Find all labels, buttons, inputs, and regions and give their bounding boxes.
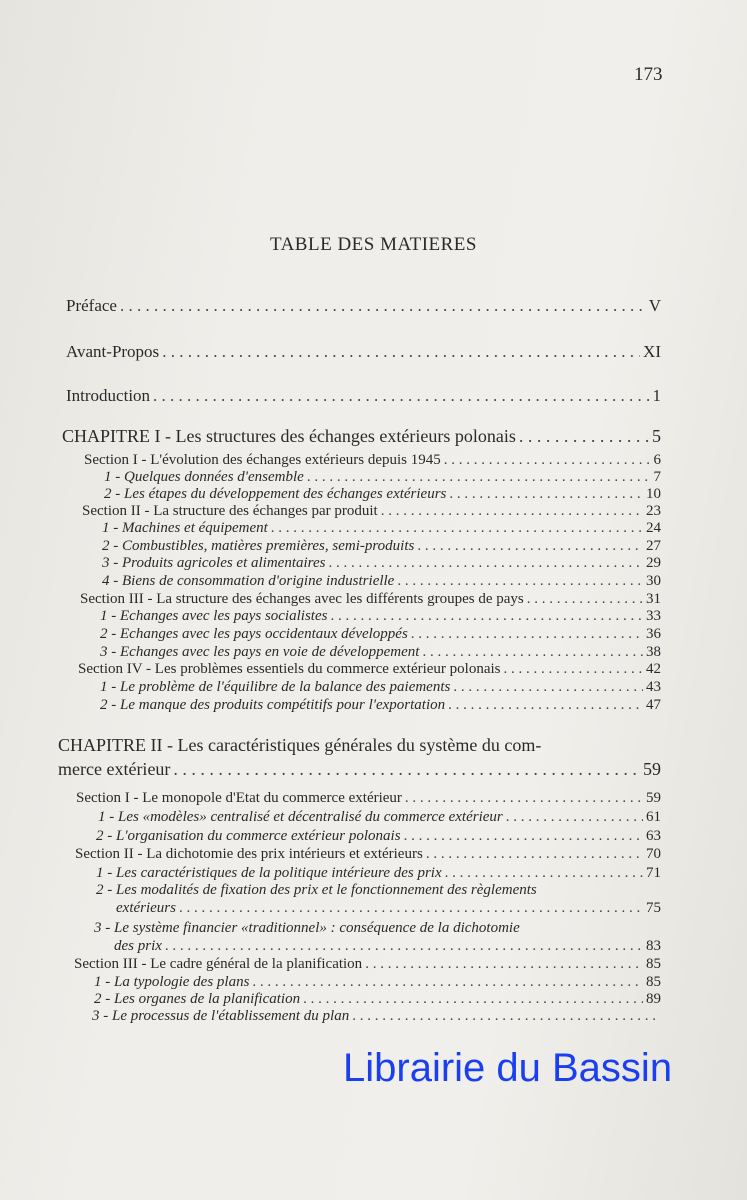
- toc-entry-label: 3 - Le processus de l'établissement du plan: [92, 1008, 350, 1024]
- toc-entry-page: 83: [646, 938, 661, 954]
- dot-leader: [417, 538, 643, 555]
- toc-entry-page: 47: [646, 697, 661, 713]
- page-number: 173: [634, 64, 663, 85]
- toc-entry: [75, 846, 661, 863]
- toc-entry: [102, 520, 661, 537]
- dot-leader: [330, 608, 643, 625]
- toc-entry-label: Section II - La dichotomie des prix intérieurs et extérieurs: [75, 846, 423, 862]
- toc-entry-label: 3 - Le système financier «traditionnel» : conséquence de la dichotomie: [94, 920, 520, 936]
- toc-entry: [102, 573, 661, 590]
- toc-entry-page: 30: [646, 573, 661, 589]
- dot-leader: [453, 679, 643, 696]
- toc-entry-label: Section I - Le monopole d'Etat du commerce extérieur: [76, 790, 402, 806]
- toc-entry-label: 1 - Quelques données d'ensemble: [104, 469, 304, 485]
- dot-leader: [444, 452, 651, 469]
- toc-entry: [80, 591, 661, 608]
- toc-entry: [58, 759, 661, 780]
- toc-entry-label: 2 - Le manque des produits compétitifs pour l'exportation: [100, 697, 446, 713]
- dot-leader: [426, 846, 643, 863]
- toc-entry-page: 63: [646, 828, 661, 844]
- toc-entry-page: 85: [646, 974, 661, 990]
- toc-entry: [100, 644, 661, 661]
- toc-entry: [92, 1008, 661, 1025]
- toc-entry: [100, 679, 661, 696]
- dot-leader: [506, 809, 643, 826]
- toc-entry-page: 71: [646, 865, 661, 881]
- toc-entry: [82, 503, 661, 520]
- toc-entry-page: 31: [646, 591, 661, 607]
- dot-leader: [405, 790, 643, 807]
- toc-entry-label: 1 - Machines et équipement: [102, 520, 268, 536]
- toc-entry-label: Section II - La structure des échanges par produit: [82, 503, 378, 519]
- toc-entry-label: 1 - Les «modèles» centralisé et décentralisé du commerce extérieur: [98, 809, 503, 825]
- toc-entry: [96, 882, 661, 899]
- dot-leader: [504, 661, 643, 678]
- toc-entry: [100, 608, 661, 625]
- dot-leader: [381, 503, 643, 520]
- dot-leader: [404, 828, 643, 845]
- toc-entry-page: 85: [646, 956, 661, 972]
- toc-entry-label: Section III - Le cadre général de la planification: [74, 956, 363, 972]
- toc-entry-page: 1: [652, 386, 661, 405]
- dot-leader: [303, 991, 643, 1008]
- toc-entry-label: 1 - Le problème de l'équilibre de la balance des paiements: [100, 679, 451, 695]
- toc-entry-page: 59: [646, 790, 661, 806]
- toc-entry-page: 7: [653, 469, 661, 485]
- toc-entry: [96, 828, 661, 845]
- toc-entry-label: 3 - Echanges avec les pays en voie de développement: [100, 644, 420, 660]
- toc-entry-page: 42: [646, 661, 661, 677]
- toc-entry-label: Préface: [66, 296, 117, 315]
- toc-entry: [74, 956, 661, 973]
- toc-entry-label: 2 - Les modalités de fixation des prix et le fonctionnement des règlements: [96, 882, 537, 898]
- toc-entry: [78, 661, 661, 678]
- dot-leader: [252, 974, 643, 991]
- toc-entry-page: 24: [646, 520, 661, 536]
- toc-entry-label: 2 - L'organisation du commerce extérieur polonais: [96, 828, 401, 844]
- toc-entry: [66, 342, 661, 362]
- toc-entry-label: 2 - Echanges avec les pays occidentaux développés: [100, 626, 408, 642]
- dot-leader: [162, 342, 640, 362]
- toc-entry: [98, 809, 661, 826]
- toc-entry: [66, 296, 661, 316]
- toc-entry: [94, 991, 661, 1008]
- toc-entry-label: 1 - Les caractéristiques de la politique intérieure des prix: [96, 865, 442, 881]
- dot-leader: [307, 469, 651, 486]
- toc-entry-page: 6: [653, 452, 661, 468]
- toc-entry-label: CHAPITRE I - Les structures des échanges extérieurs polonais: [62, 426, 516, 446]
- toc-entry: [100, 697, 661, 714]
- toc-entry: [104, 469, 661, 486]
- toc-entry-page: 61: [646, 809, 661, 825]
- toc-entry-page: V: [648, 296, 661, 315]
- toc-entry: [96, 865, 661, 882]
- toc-entry: [114, 938, 661, 955]
- toc-entry: [76, 790, 661, 807]
- toc-entry-page: 10: [646, 486, 661, 502]
- dot-leader: [445, 865, 643, 882]
- toc-entry-label: CHAPITRE II - Les caractéristiques générales du système du com-: [58, 735, 542, 755]
- toc-title: TABLE DES MATIERES: [270, 234, 477, 255]
- toc-entry: [104, 486, 661, 503]
- toc-entry-page: 27: [646, 538, 661, 554]
- toc-entry-label: Section I - L'évolution des échanges extérieurs depuis 1945: [84, 452, 441, 468]
- toc-entry-label: Avant-Propos: [66, 342, 160, 361]
- toc-entry-label: Introduction: [66, 386, 151, 405]
- toc-entry-label: Section IV - Les problèmes essentiels du commerce extérieur polonais: [78, 661, 501, 677]
- dot-leader: [328, 555, 643, 572]
- dot-leader: [165, 938, 643, 955]
- toc-entry-page: 43: [646, 679, 661, 695]
- toc-entry: [100, 626, 661, 643]
- toc-entry-page: 33: [646, 608, 661, 624]
- toc-entry: [102, 538, 661, 555]
- toc-entry: [116, 900, 661, 917]
- dot-leader: [120, 296, 646, 316]
- toc-entry-page: 23: [646, 503, 661, 519]
- watermark: Librairie du Bassin: [343, 1046, 673, 1090]
- toc-entry-label: 2 - Les étapes du développement des échanges extérieurs: [104, 486, 447, 502]
- dot-leader: [422, 644, 643, 661]
- toc-entry: [84, 452, 661, 469]
- toc-entry-page: XI: [643, 342, 661, 361]
- toc-entry-page: 29: [646, 555, 661, 571]
- toc-entry: [62, 426, 661, 447]
- dot-leader: [179, 900, 643, 917]
- dot-leader: [365, 956, 643, 973]
- toc-entry-label: 2 - Combustibles, matières premières, semi-produits: [102, 538, 415, 554]
- toc-entry: [94, 974, 661, 991]
- toc-entry-label: 1 - La typologie des plans: [94, 974, 250, 990]
- dot-leader: [271, 520, 643, 537]
- toc-entry: [66, 386, 661, 406]
- toc-entry-page: 59: [643, 759, 661, 779]
- dot-leader: [397, 573, 643, 590]
- dot-leader: [527, 591, 643, 608]
- dot-leader: [519, 426, 649, 447]
- toc-entry-label: des prix: [114, 938, 162, 954]
- dot-leader: [352, 1008, 658, 1025]
- toc-entry-page: 5: [652, 426, 661, 446]
- toc-entry-page: 38: [646, 644, 661, 660]
- toc-entry-label: 4 - Biens de consommation d'origine industrielle: [102, 573, 395, 589]
- toc-entry: [58, 735, 661, 756]
- toc-entry-label: 1 - Echanges avec les pays socialistes: [100, 608, 328, 624]
- toc-entry-label: 2 - Les organes de la planification: [94, 991, 301, 1007]
- toc-entry-label: extérieurs: [116, 900, 176, 916]
- dot-leader: [411, 626, 643, 643]
- toc-entry-page: 89: [646, 991, 661, 1007]
- toc-entry-page: 36: [646, 626, 661, 642]
- toc-entry-label: Section III - La structure des échanges avec les différents groupes de pays: [80, 591, 524, 607]
- toc-entry: [102, 555, 661, 572]
- toc-entry-label: 3 - Produits agricoles et alimentaires: [102, 555, 326, 571]
- toc-entry-page: 70: [646, 846, 661, 862]
- toc-entry-label: merce extérieur: [58, 759, 171, 779]
- dot-leader: [449, 486, 643, 503]
- toc-entry: [94, 920, 661, 937]
- dot-leader: [173, 759, 640, 780]
- dot-leader: [448, 697, 643, 714]
- dot-leader: [153, 386, 649, 406]
- toc-entry-page: 75: [646, 900, 661, 916]
